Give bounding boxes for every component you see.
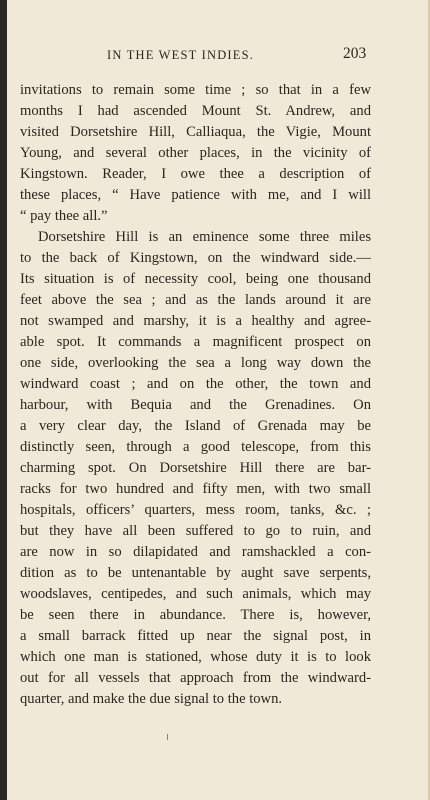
text-line: woodslaves, centipedes, and such animals, which may	[20, 586, 371, 602]
text-line: be seen there in abundance. There is, however,	[20, 607, 371, 623]
text-line: not swamped and marshy, it is a healthy and agree-	[20, 313, 371, 329]
text-line: “ pay thee all.”	[20, 208, 108, 224]
text-line: which one man is stationed, whose duty it is to look	[20, 649, 371, 665]
text-line: distinctly seen, through a good telescope, from this	[20, 439, 371, 455]
text-line: are now in so dilapidated and ramshackled a con-	[20, 544, 371, 560]
text-line: Its situation is of necessity cool, being one thousand	[20, 271, 371, 287]
text-line: Kingstown. Reader, I owe thee a description of	[20, 166, 371, 182]
page-header	[7, 46, 428, 66]
text-line: able spot. It commands a magnificent prospect on	[20, 334, 371, 350]
text-line: but they have all been suffered to go to ruin, and	[20, 523, 371, 539]
text-line: one side, overlooking the sea a long way down the	[20, 355, 371, 371]
text-line: visited Dorsetshire Hill, Calliaqua, the Vigie, Mount	[20, 124, 371, 140]
text-line: Dorsetshire Hill is an eminence some three miles	[38, 229, 371, 245]
text-line: a small barrack fitted up near the signal post, in	[20, 628, 371, 644]
text-line: to the back of Kingstown, on the windward side.—	[20, 250, 371, 266]
text-line: these places, “ Have patience with me, and I will	[20, 187, 371, 203]
page-number: 203	[343, 45, 367, 62]
text-line: out for all vessels that approach from the windward-	[20, 670, 371, 686]
text-line: harbour, with Bequia and the Grenadines. On	[20, 397, 371, 413]
text-line: quarter, and make the due signal to the town.	[20, 691, 283, 707]
text-line: racks for two hundred and fifty men, with two small	[20, 481, 371, 497]
text-line: months I had ascended Mount St. Andrew, and	[20, 103, 371, 119]
text-line: hospitals, officers’ quarters, mess room, tanks, &c. ;	[20, 502, 371, 518]
text-line: windward coast ; and on the other, the town and	[20, 376, 371, 392]
text-line: Young, and several other places, in the vicinity of	[20, 145, 371, 161]
text-line: invitations to remain some time ; so that in a few	[20, 82, 371, 98]
text-line: dition as to be untenantable by aught save serpents,	[20, 565, 371, 581]
text-line: a very clear day, the Island of Grenada may be	[20, 418, 371, 434]
text-line: charming spot. On Dorsetshire Hill there are bar-	[20, 460, 371, 476]
page-speck	[167, 734, 168, 740]
text-line: feet above the sea ; and as the lands around it are	[20, 292, 371, 308]
running-head: IN THE WEST INDIES.	[107, 48, 255, 62]
